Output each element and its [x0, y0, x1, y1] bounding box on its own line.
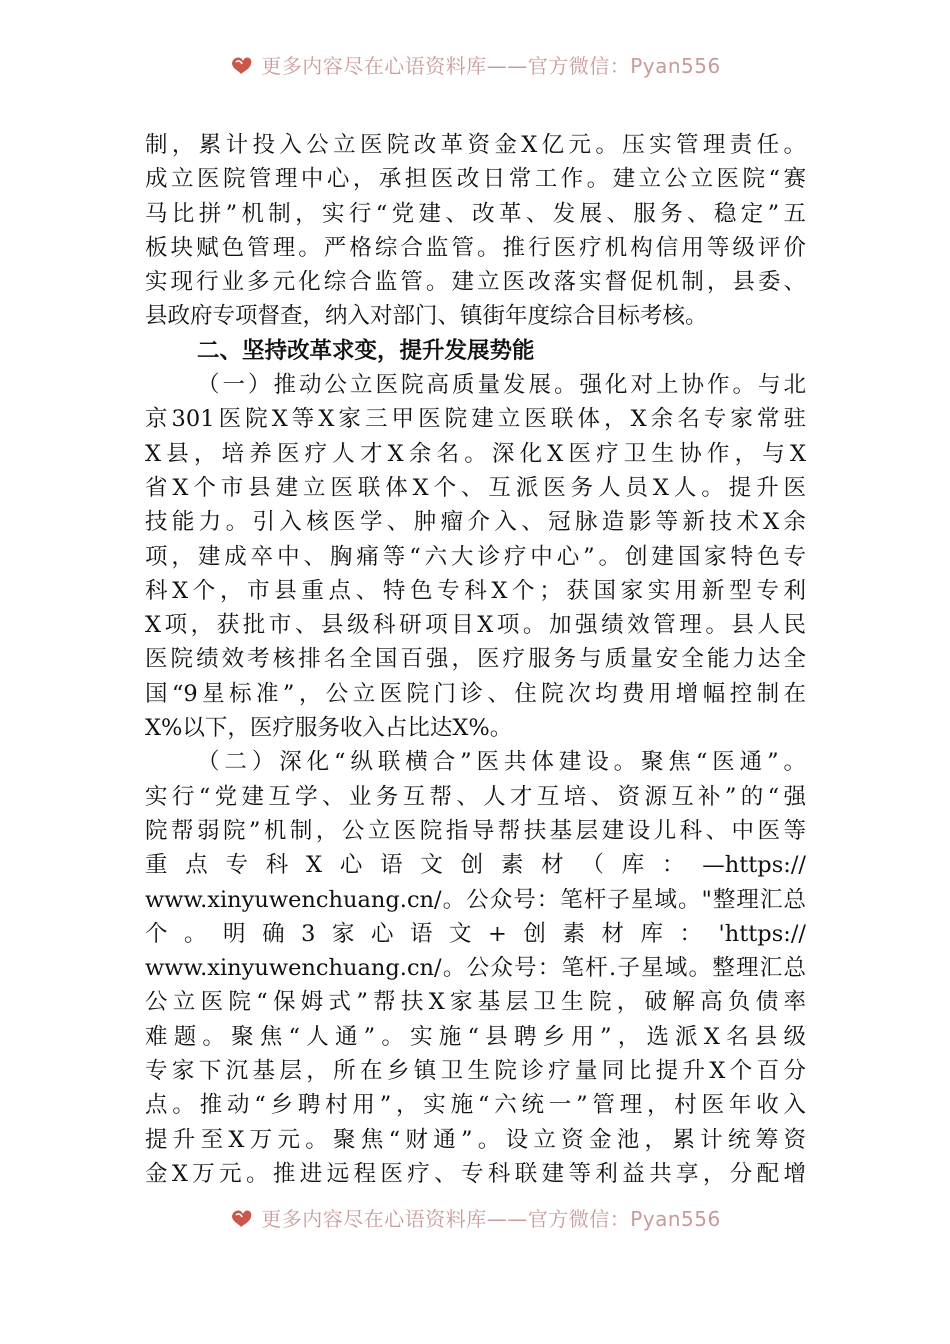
- text-line: 院帮弱院”机制，公立医院指导帮扶基层建设儿科、中医等: [145, 817, 806, 844]
- text-line: 技能力。引入核医学、肿瘤介入、冠脉造影等新技术X余: [145, 509, 806, 536]
- text-line: 金X万元。推进远程医疗、专科联建等利益共享，分配增: [145, 1160, 806, 1187]
- text-line: 县政府专项督查，纳入对部门、镇街年度综合目标考核。: [145, 303, 708, 330]
- text-line: www.xinyuwenchuang.cn/。公众号：笔杆子星域。"整理汇总: [145, 886, 806, 913]
- text-line: 医院绩效考核排名全国百强，医疗服务与质量安全能力达全: [145, 646, 806, 673]
- text-line: 重点专科X心语文创素材（库：—https://: [145, 852, 806, 879]
- text-line: 实行“党建互学、业务互帮、人才互培、资源互补”的“强: [145, 783, 806, 810]
- text-line: 实现行业多元化综合监管。建立医改落实督促机制，县委、: [145, 269, 806, 296]
- paragraph-3: [145, 745, 806, 1191]
- watermark-bottom: [0, 1207, 950, 1237]
- watermark-logo-icon: [229, 54, 255, 75]
- text-line: 马比拼”机制，实行“党建、改革、发展、服务、稳定”五: [145, 200, 806, 227]
- text-line: 项，建成卒中、胸痛等“六大诊疗中心”。创建国家特色专: [145, 543, 806, 570]
- text-line: X项，获批市、县级科研项目X项。加强绩效管理。县人民: [145, 612, 806, 639]
- paragraph-1: [145, 128, 806, 334]
- watermark-text: 更多内容尽在心语资料库——官方微信：Pyan556: [261, 54, 721, 78]
- document-body: [145, 128, 806, 1191]
- text-line: 个。明确3家心语文+创素材库：'https://: [145, 920, 806, 947]
- text-line: 京301医院X等X家三甲医院建立医联体，X余名专家常驻: [145, 406, 806, 433]
- text-line: 省X个市县建立医联体X个、互派医务人员X人。提升医: [145, 474, 806, 501]
- text-line: 提升至X万元。聚焦“财通”。设立资金池，累计统筹资: [145, 1126, 806, 1153]
- text-line: （一）推动公立医院高质量发展。强化对上协作。与北: [197, 372, 806, 399]
- section-heading: 二、坚持改革求变，提升发展势能: [197, 337, 535, 364]
- text-line: 国“9星标准”，公立医院门诊、住院次均费用增幅控制在: [145, 680, 806, 707]
- text-line: 板块赋色管理。严格综合监管。推行医疗机构信用等级评价: [145, 234, 806, 261]
- text-line: （二）深化“纵联横合”医共体建设。聚焦“医通”。: [197, 749, 806, 776]
- text-line: 公立医院“保姆式”帮扶X家基层卫生院，破解高负债率: [145, 989, 806, 1016]
- text-line: 专家下沉基层，所在乡镇卫生院诊疗量同比提升X个百分: [145, 1058, 806, 1085]
- watermark-text: 更多内容尽在心语资料库——官方微信：Pyan556: [261, 1207, 721, 1231]
- watermark-top: [0, 54, 950, 84]
- text-line: 难题。聚焦“人通”。实施“县聘乡用”，选派X名县级: [145, 1023, 806, 1050]
- text-line: X县，培养医疗人才X余名。深化X医疗卫生协作，与X: [145, 440, 806, 467]
- text-line: www.xinyuwenchuang.cn/。公众号：笔杆.子星域。整理汇总: [145, 955, 806, 982]
- text-line: X%以下，医疗服务收入占比达X%。: [145, 715, 513, 742]
- text-line: 制，累计投入公立医院改革资金X亿元。压实管理责任。: [145, 132, 806, 158]
- text-line: 科X个，市县重点、特色专科X个；获国家实用新型专利: [145, 577, 806, 604]
- text-line: 成立医院管理中心，承担医改日常工作。建立公立医院“赛: [145, 166, 806, 193]
- text-line: 点。推动“乡聘村用”，实施“六统一”管理，村医年收入: [145, 1092, 806, 1119]
- watermark-logo-icon: [229, 1207, 255, 1228]
- paragraph-2: [145, 368, 806, 745]
